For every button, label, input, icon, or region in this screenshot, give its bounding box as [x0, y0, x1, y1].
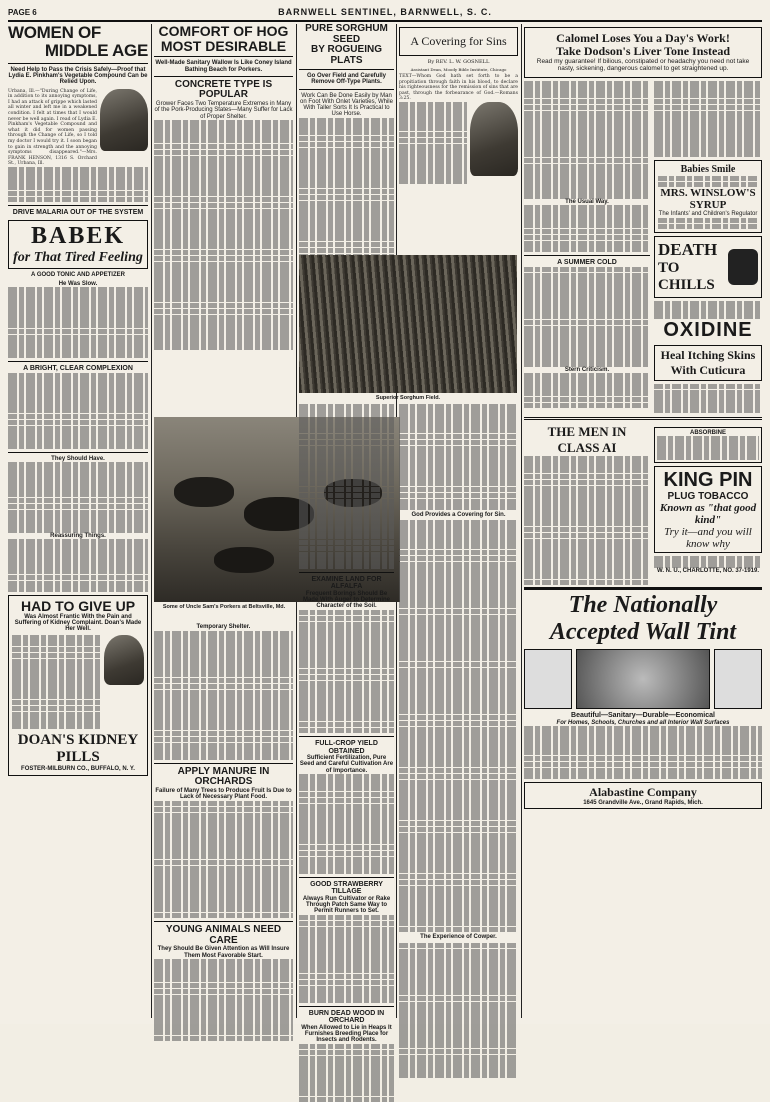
criticism-headline: Stern Criticism. [564, 366, 610, 373]
yield-headline: FULL-CROP YIELD OBTAINED [315, 740, 378, 755]
gosnell-portrait [470, 102, 518, 176]
sermon-text-verse: TEXT—Whom God hath set forth to be a propitiation through faith in his blood, to declare his righteousness for the remission of sins that are past, through the forbearance of God.—Romans 3:25. [399, 74, 518, 102]
courage-headline: Reassuring Things. [50, 532, 106, 539]
calomel-headline-2: Take Dodson's Liver Tone Instead [555, 43, 731, 58]
complexion-headline: A BRIGHT, CLEAR COMPLEXION [23, 364, 133, 372]
sorghum-headline-2: BY ROGUEING PLATS [311, 44, 382, 66]
hog-subhead: Well-Made Sanitary Wallow Is Like Coney Island Bathing Beach for Porkers. [155, 60, 292, 73]
woman-portrait [100, 89, 148, 151]
package-icon-right [714, 649, 762, 709]
usual-headline: The Usual Way. [565, 198, 609, 205]
calomel-subhead: Read my guarantee! If bilious, constipated or headachy you need not take nasty, sickening, dangerous calomel to get straightened up. [536, 58, 750, 72]
wnu-number: W. N. U., CHARLOTTE, NO. 37-1919. [656, 567, 760, 574]
column-5 [524, 24, 762, 812]
death-text: DEATH [658, 240, 718, 260]
giveup-headline: HAD TO GIVE UP [20, 598, 136, 615]
men-class-headline: THE MEN IN [547, 423, 627, 439]
steady-headline: They Should Have. [51, 455, 105, 462]
calomel-body [524, 81, 650, 413]
sermon-title: A Covering for Sins [410, 34, 507, 48]
alabastine-subhead: Beautiful—Sanitary—Durable—Economical [571, 712, 715, 720]
column-4-lower [399, 404, 518, 1078]
cuticura-headline: Heal Itching Skins [660, 347, 756, 362]
sermon-byline: By REV. L. W. GOSNELL [427, 59, 490, 65]
oxidine-brand: OXIDINE [663, 318, 753, 341]
malaria-headline: DRIVE MALARIA OUT OF THE SYSTEM [12, 209, 144, 217]
hog-headline-1: COMFORT OF HOG [158, 23, 289, 39]
absorbine-brand: ABSORBINE [689, 429, 726, 436]
masthead [8, 4, 762, 22]
column-3-lower [299, 404, 394, 1102]
column-rule [151, 24, 152, 1018]
alabastine-headline-2: Accepted Wall Tint [549, 619, 737, 646]
sorghum-subhead-2: Work Can Be Done Easily by Man on Foot With Onlet Varieties, While With Taller Sorts It Is Practical to Use Horse. [300, 92, 393, 118]
doans-ad [8, 595, 148, 776]
king-pin-product: PLUG TOBACCO [667, 490, 749, 502]
column-1 [8, 24, 148, 779]
alfalfa-subhead: Frequent Borings Should Be Made With Auger to Determine Character of the Soil. [302, 590, 391, 610]
summer-cold-headline: A SUMMER COLD [557, 259, 617, 267]
babies-smile: Babies Smile [680, 164, 736, 176]
masthead-title: BARNWELL SENTINEL, BARNWELL, S. C. [278, 7, 492, 17]
calomel-ad [524, 27, 762, 78]
young-subhead: They Should Be Given Attention as Will Insure Them Most Favorable Start. [157, 946, 290, 959]
king-pin-slogan: Try it—and you will know why [664, 526, 752, 551]
hog-headline-2: MOST DESIRABLE [160, 37, 287, 54]
tonic-label: A GOOD TONIC AND APPETIZER [31, 271, 125, 278]
alabastine-headline: The Nationally [568, 592, 718, 619]
sorghum-headline-1: PURE SORGHUM SEED [305, 23, 388, 45]
absorbine-ad [654, 427, 762, 463]
column-4 [399, 24, 518, 184]
wise-headline: He Was Slow. [58, 280, 98, 287]
sermon-section-2: The Experience of Cowper. [420, 934, 497, 941]
bottle-icon [728, 249, 758, 285]
concrete-headline: CONCRETE TYPE IS POPULAR [174, 78, 273, 101]
alabastine-footer [524, 782, 762, 809]
orchard-subhead: Failure of Many Trees to Produce Fruit Is Due to Lack of Necessary Plant Food. [155, 787, 292, 801]
king-pin-brand: KING PIN [663, 468, 753, 491]
sorghum-photo-block [299, 255, 517, 401]
sermon-title-box [399, 27, 518, 56]
strawberry-subhead: Always Run Cultivator or Rake Through Patch Same Way to Permit Runners to Set. [302, 895, 391, 915]
alfalfa-headline: EXAMINE LAND FOR ALFALFA [311, 575, 382, 591]
yield-subhead: Sufficient Fertilization, Pure Seed and Careful Cultivation Are of Importance. [299, 754, 394, 774]
calomel-headline: Calomel Loses You a Day's Work! [556, 31, 730, 45]
to-chills-text: TO CHILLS [658, 260, 715, 294]
doans-footer: FOSTER-MILBURN CO., BUFFALO, N. Y. [21, 765, 135, 772]
winslow-subhead: The Infants' and Children's Regulator [658, 211, 758, 218]
king-pin-tagline: Known as "that good kind" [659, 502, 757, 527]
orchard-headline: APPLY MANURE IN ORCHARDS [177, 765, 270, 788]
shelter-headline: Temporary Shelter. [196, 624, 251, 630]
giveup-subhead: Was Almost Frantic With the Pain and Suffering of Kidney Complaint. Doan's Made Her Well. [14, 613, 142, 633]
babek-tagline: for That Tired Feeling [13, 249, 143, 265]
babek-name: BABEK [30, 222, 126, 249]
sorghum-caption: Superior Sorghum Field. [375, 395, 441, 401]
women-subhead: Need Help to Pass the Crisis Safely—Proof that Lydia E. Pinkham's Vegetable Compound Can be Relied Upon. [8, 66, 148, 86]
column-rule [521, 24, 522, 1018]
death-to-chills-ad [654, 236, 762, 298]
winslow-ad [654, 160, 762, 233]
burn-subhead: When Allowed to Lie in Heaps It Furnishes Breeding Place for Insects and Rodents. [301, 1024, 392, 1044]
doans-brand: DOAN'S KIDNEY PILLS [17, 731, 139, 765]
women-lead-text: Urbana, Ill.—"During Change of Life, in addition to its annoying symptoms, I had an attack of grippe which lasted all winter and left me in a weakened condition. I felt at times that I would never be well again. I read of Lydia E. Pinkham's Vegetable Compound and what it did for women passing through the Change of Life, so I told my doctor I would try it. I soon began to gain in strength and the annoying symptoms disappeared."—Mrs. FRANK HENSON, 1316 S. Orchard St., Urbana, Ill. [8, 88, 97, 167]
alabastine-emblem [576, 649, 710, 709]
page-label: PAGE 6 [8, 7, 37, 17]
alabastine-address: 1645 Grandville Ave., Grand Rapids, Mich. [583, 800, 703, 807]
alabastine-company: Alabastine Company [589, 785, 697, 800]
sermon-byline-2: Assistant Dean, Moody Bible Institute, Chicago [410, 67, 507, 72]
men-class-headline-2: CLASS AI [557, 439, 617, 455]
winslow-brand: MRS. WINSLOW'S SYRUP [660, 187, 756, 212]
package-icon [524, 649, 572, 709]
sorghum-photo [299, 255, 517, 393]
young-headline: YOUNG ANIMALS NEED CARE [165, 924, 282, 946]
doans-portrait [104, 635, 144, 685]
headline-middle-age: MIDDLE AGE [44, 40, 148, 60]
sermon-section-1: God Provides a Covering for Sin. [411, 512, 506, 519]
strawberry-headline: GOOD STRAWBERRY TILLAGE [310, 880, 383, 896]
burn-headline: BURN DEAD WOOD IN ORCHARD [308, 1009, 385, 1025]
alabastine-subhead-2: For Homes, Schools, Churches and all Interior Wall Surfaces [556, 719, 730, 726]
porkers-caption: Some of Uncle Sam's Porkers at Beltsville, Md. [162, 604, 286, 610]
king-pin-ad [654, 466, 762, 554]
cuticura-headline-2: With Cuticura [670, 362, 746, 377]
headline-women: WOMEN OF [8, 23, 101, 42]
column-2 [154, 23, 293, 959]
column-5-ads [654, 81, 762, 413]
sorghum-subhead: Go Over Field and Carefully Remove Off-Type Plants. [306, 73, 387, 86]
babek-ad [8, 220, 148, 269]
concrete-subhead: Grower Faces Two Temperature Extremes in Many of the Pork-Producing States—Many Suffer for Lack of Proper Shelter. [154, 100, 293, 120]
cuticura-ad [654, 345, 762, 381]
